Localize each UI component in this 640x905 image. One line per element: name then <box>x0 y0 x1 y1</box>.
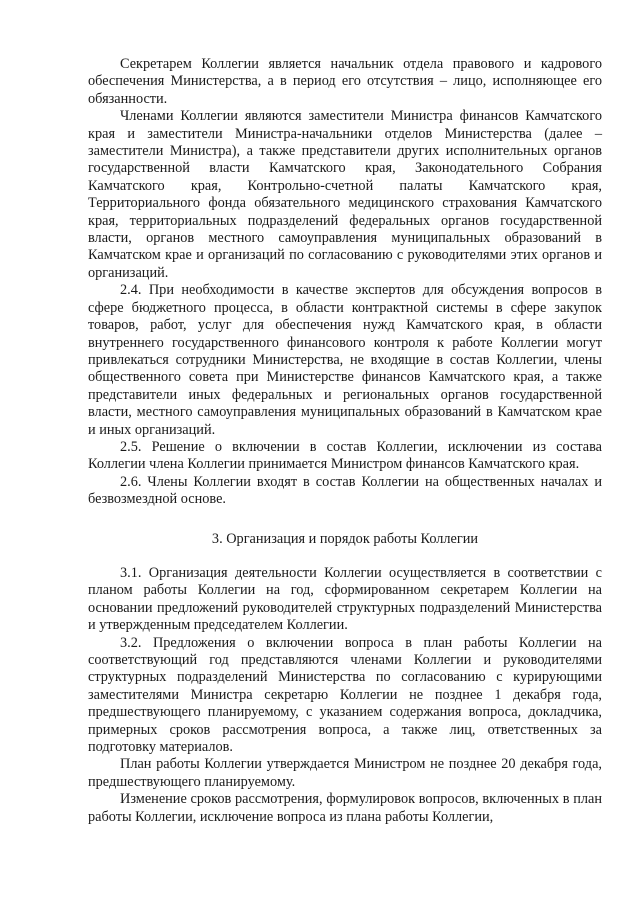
paragraph-2-5: 2.5. Решение о включении в состав Коллегии, исключении из состава Коллегии члена Коллегии принимается Министром финансов Камчатского края. <box>88 438 602 473</box>
paragraph-plan-approval: План работы Коллегии утверждается Министром не позднее 20 декабря года, предшествующего планируемому. <box>88 756 602 790</box>
paragraph-2-6: 2.6. Члены Коллегии входят в состав Коллегии на общественных началах и безвозмездной основе. <box>88 473 602 508</box>
paragraph-secretary: Секретарем Коллегии является начальник отдела правового и кадрового обеспечения Министерства, а в период его отсутствия – лицо, исполняющее его обязанности. <box>88 56 602 107</box>
section-heading: 3. Организация и порядок работы Коллегии <box>211 530 479 547</box>
paragraph-3-1: 3.1. Организация деятельности Коллегии осуществляется в соответствии с планом работы Коллегии на год, сформированном секретарем Коллегии на основании предложений руководителей структурных подразделений Министерства и утвержденным председателем Коллегии. <box>88 564 602 634</box>
paragraph-members: Членами Коллегии являются заместители Министра финансов Камчатского края и заместители Министра-начальники отделов Министерства (далее – заместители Министра), а также представители других исполнительных органов государственной власти Камчатского края, Законодательного Собрания Камчатского края, Контрольно-счетной палаты Камчатского края, Территориального фонда обязательного медицинского страхования Камчатского края, территориальных подразделений федеральных органов государственной власти, органов местного самоуправления муниципальных образований в Камчатском крае и организаций по согласованию с руководителями этих органов и организаций. <box>88 108 602 281</box>
paragraph-3-2: 3.2. Предложения о включении вопроса в план работы Коллегии на соответствующий год представляются членами Коллегии и руководителями структурных подразделений Министерства по согласованию с курирующими заместителями Министра секретарю Коллегии не позднее 1 декабря года, предшествующего планируемому, с указанием содержания вопроса, докладчика, примерных сроков рассмотрения вопроса, а также лиц, ответственных за подготовку материалов. <box>88 634 602 756</box>
paragraph-plan-changes: Изменение сроков рассмотрения, формулировок вопросов, включенных в план работы Коллегии, исключение вопроса из плана работы Коллегии, <box>88 791 602 825</box>
document-body <box>88 56 602 826</box>
paragraph-2-4: 2.4. При необходимости в качестве экспертов для обсуждения вопросов в сфере бюджетного процесса, в области контрактной системы в сфере закупок товаров, работ, услуг для обеспечения нужд Камчатского края, в области внутреннего государственного финансового контроля к работе Коллегии могут привлекаться сотрудники Министерства, не входящие в состав Коллегии, члены общественного совета при Министерстве финансов Камчатского края, а также представители иных федеральных и региональных органов государственной власти, местного самоуправления муниципальных образований в Камчатском крае и иных организаций. <box>88 282 602 438</box>
